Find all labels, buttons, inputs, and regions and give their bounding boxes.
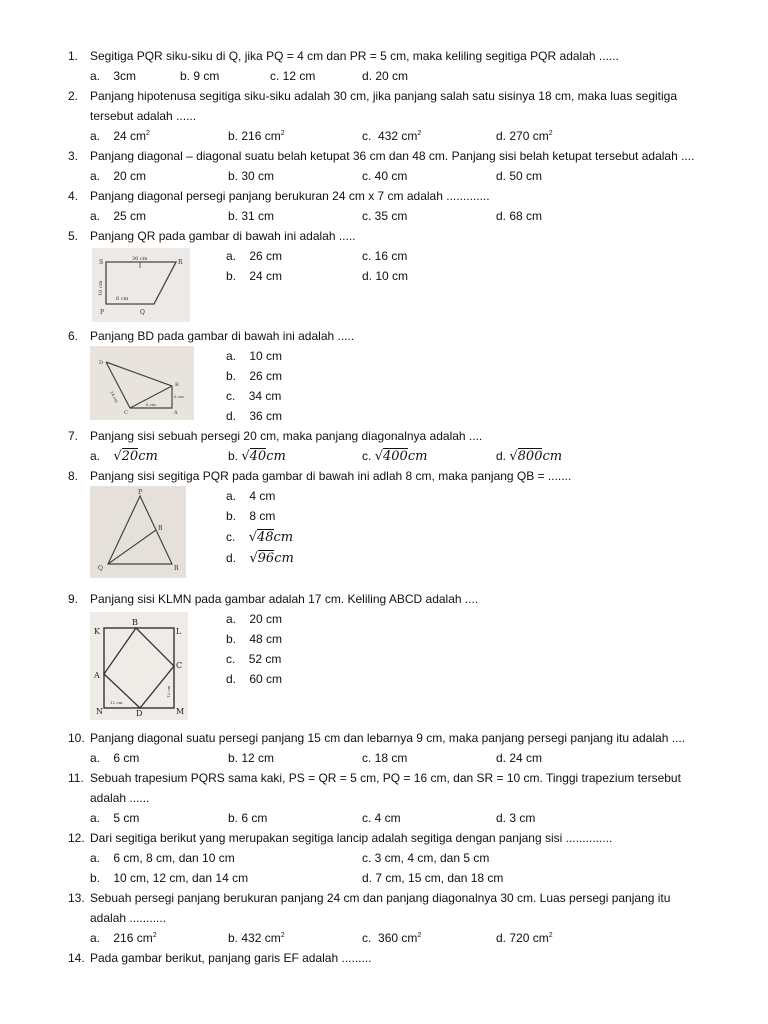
option-a: a. 4 cm: [226, 489, 276, 503]
question-number: 2.: [68, 89, 79, 103]
option-a: a. 6 cm: [90, 751, 140, 765]
question-text: Panjang hipotenusa segitiga siku-siku adalah 30 cm, jika panjang salah satu sisinya 18 cm, maka luas segitiga: [90, 89, 678, 103]
option-c: c. 52 cm: [226, 652, 282, 666]
option-d: d. 60 cm: [226, 672, 283, 686]
question-number: 4.: [68, 189, 79, 203]
label-bottom-length: 6 cm: [116, 296, 129, 302]
square-klmn-figure: [90, 612, 188, 720]
option-a: a. 24 $cm^2$: [90, 129, 150, 143]
option-a: a. 25 cm: [90, 209, 147, 223]
question-text: Panjang sisi sebuah persegi 20 cm, maka panjang diagonalnya adalah ....: [90, 429, 483, 443]
question-text: Panjang BD pada gambar di bawah ini adalah .....: [90, 329, 355, 343]
option-d: d. 3 cm: [496, 811, 536, 825]
label-ab: 6 cm: [174, 394, 184, 399]
option-d: d. √96cm: [226, 551, 294, 566]
question-number: 8.: [68, 469, 79, 483]
option-b: b. 48 cm: [226, 632, 283, 646]
option-b: b. 216 $cm^2$: [228, 129, 285, 143]
label-m: M: [176, 707, 185, 716]
option-a: a. 6 cm, 8 cm, dan 10 cm: [90, 851, 235, 865]
option-b: b. 30 cm: [228, 169, 275, 183]
label-dc: 24 cm: [109, 390, 120, 404]
label-left-length: 10 cm: [98, 280, 104, 296]
label-q: Q: [98, 565, 103, 572]
question-number: 7.: [68, 429, 79, 443]
option-b: b. 8 cm: [226, 509, 276, 523]
question-number: 3.: [68, 149, 79, 163]
question-number: 10.: [68, 731, 85, 745]
option-a: a. 3cm: [90, 69, 137, 83]
option-c: c. √400cm: [362, 449, 428, 464]
option-b: b. 24 cm: [226, 269, 283, 283]
option-b: b. √40cm: [228, 449, 286, 464]
label-ca: 8 cm: [146, 402, 156, 407]
label-r: R: [178, 259, 183, 266]
label-k: K: [94, 627, 100, 636]
option-d: d. 24 cm: [496, 751, 543, 765]
option-d: d. √800cm: [496, 449, 563, 464]
option-b: b. 12 cm: [228, 751, 275, 765]
option-c: c. 35 cm: [362, 209, 408, 223]
option-b: b. 6 cm: [228, 811, 268, 825]
question-number: 9.: [68, 592, 79, 606]
option-d: d. 270 $cm^2$: [496, 129, 553, 143]
option-a: a. 20 cm: [90, 169, 147, 183]
option-a: a. 26 cm: [226, 249, 283, 263]
question-text: Sebuah trapesium PQRS sama kaki, PS = QR = 5 cm, PQ = 16 cm, dan SR = 10 cm. Tinggi trapezium tersebut: [90, 771, 681, 785]
question-number: 6.: [68, 329, 79, 343]
question-text: Panjang diagonal – diagonal suatu belah ketupat 36 cm dan 48 cm. Panjang sisi belah ketupat tersebut adalah ....: [90, 149, 695, 163]
question-number: 11.: [68, 771, 84, 785]
option-c: c. 34 cm: [226, 389, 282, 403]
label-a: A: [174, 410, 178, 416]
label-c: C: [176, 661, 183, 670]
option-b: b. 31 cm: [228, 209, 275, 223]
label-c: C: [124, 410, 128, 416]
triangle-bd-figure: [90, 346, 194, 420]
option-a: a. 20 cm: [226, 612, 283, 626]
label-s: S: [99, 259, 104, 266]
label-q: Q: [140, 309, 145, 316]
option-c: c. 360 $cm^2$: [362, 931, 422, 945]
label-p: P: [138, 489, 143, 496]
option-b: b. 26 cm: [226, 369, 283, 383]
option-c: c. 18 cm: [362, 751, 408, 765]
question-text: Sebuah persegi panjang berukuran panjang 24 cm dan panjang diagonalnya 30 cm. Luas persegi panjang itu: [90, 891, 671, 905]
label-a: A: [94, 671, 100, 680]
option-d: d. 7 cm, 15 cm, dan 18 cm: [362, 871, 504, 885]
question-text: Panjang QR pada gambar di bawah ini adalah .....: [90, 229, 356, 243]
question-number: 1.: [68, 49, 79, 63]
label-nd: 12 cm: [110, 700, 123, 705]
option-a: a. 216 $cm^2$: [90, 931, 157, 945]
option-b: b. 9 cm: [180, 69, 220, 83]
label-d: D: [99, 360, 104, 366]
label-p: P: [100, 309, 105, 316]
label-mc: 12 cm: [166, 685, 171, 698]
label-b: B: [158, 525, 163, 532]
question-number: 5.: [68, 229, 79, 243]
question-text: Panjang diagonal persegi panjang berukuran 24 cm x 7 cm adalah .............: [90, 189, 490, 203]
label-top-length: 30 cm: [132, 256, 148, 262]
option-d: d. 68 cm: [496, 209, 543, 223]
trapezoid-figure: [92, 248, 190, 322]
option-c: c. 40 cm: [362, 169, 408, 183]
triangle-pqr-figure: [90, 486, 186, 578]
question-text: Panjang diagonal suatu persegi panjang 15 cm dan lebarnya 9 cm, maka panjang persegi panjang itu adalah ....: [90, 731, 686, 745]
label-b: B: [132, 618, 138, 627]
option-d: d. 720 $cm^2$: [496, 931, 553, 945]
option-d: d. 50 cm: [496, 169, 543, 183]
label-r: R: [174, 565, 179, 572]
option-d: d. 10 cm: [362, 269, 409, 283]
question-text: Dari segitiga berikut yang merupakan segitiga lancip adalah segitiga dengan panjang sisi ..............: [90, 831, 613, 845]
question-text: Panjang sisi segitiga PQR pada gambar di bawah ini adlah 8 cm, maka panjang QB = .......: [90, 469, 572, 483]
question-text: Segitiga PQR siku-siku di Q, jika PQ = 4 cm dan PR = 5 cm, maka keliling segitiga PQR adalah ......: [90, 49, 619, 63]
option-c: c. √48cm: [226, 530, 294, 545]
option-d: d. 20 cm: [362, 69, 409, 83]
option-a: a. √20cm: [90, 449, 158, 464]
label-b: B: [175, 382, 179, 388]
label-d: D: [136, 709, 143, 718]
option-d: d. 36 cm: [226, 409, 283, 423]
label-l: L: [176, 627, 182, 636]
question-number: 14.: [68, 951, 85, 965]
label-n: N: [96, 707, 103, 716]
option-c: c. 4 cm: [362, 811, 401, 825]
question-text: Pada gambar berikut, panjang garis EF adalah .........: [90, 951, 372, 965]
question-text-cont: tersebut adalah ......: [90, 109, 197, 123]
option-c: c. 3 cm, 4 cm, dan 5 cm: [362, 851, 490, 865]
option-a: a. 10 cm: [226, 349, 283, 363]
option-c: c. 432 $cm^2$: [362, 129, 422, 143]
question-text-cont: adalah ...........: [90, 911, 167, 925]
option-b: b. 10 cm, 12 cm, dan 14 cm: [90, 871, 249, 885]
option-b: b. 432 $cm^2$: [228, 931, 285, 945]
option-c: c. 16 cm: [362, 249, 408, 263]
question-number: 12.: [68, 831, 85, 845]
question-text-cont: adalah ......: [90, 791, 150, 805]
option-a: a. 5 cm: [90, 811, 140, 825]
question-number: 13.: [68, 891, 85, 905]
question-text: Panjang sisi KLMN pada gambar adalah 17 cm. Keliling ABCD adalah ....: [90, 592, 479, 606]
option-c: c. 12 cm: [270, 69, 316, 83]
